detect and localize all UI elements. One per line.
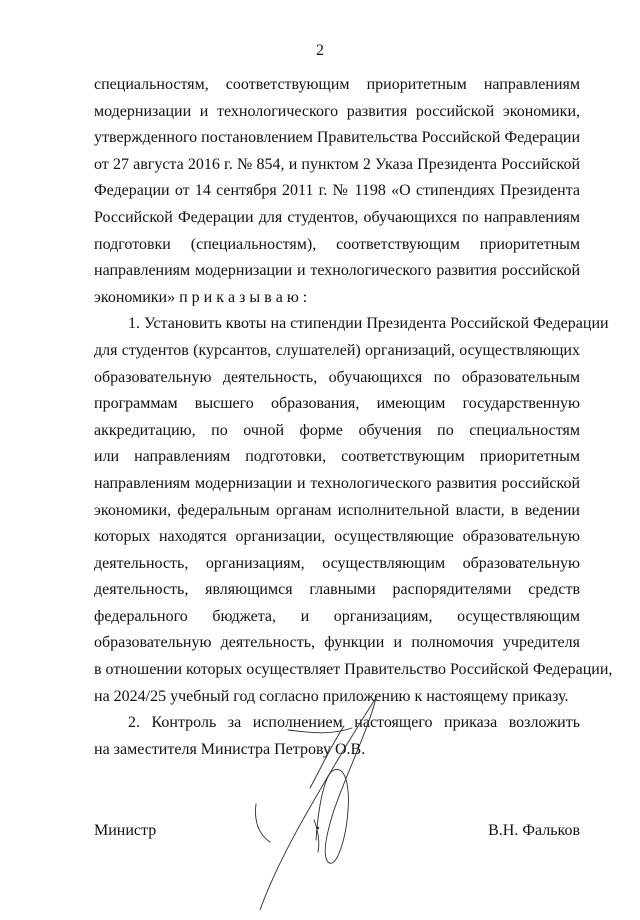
text-line: в отношении которых осуществляет Правительство Российской Федерации, [94,661,613,679]
text-line: деятельность, являющимся главными распорядителями средств [94,581,580,599]
text-line: федерального бюджета, и организациям, осуществляющим [94,607,580,625]
page-number: 2 [316,42,324,59]
text-line: 1. Установить квоты на стипендии Президента Российской Федерации [128,315,609,333]
text-line: которых находятся организации, осуществляющие образовательную [94,528,580,546]
document-body [94,72,613,763]
text-line: деятельность, организациям, осуществляющим образовательную [94,554,580,572]
text-line: или направлениям подготовки, соответствующим приоритетным [94,448,580,466]
paragraph-intro [94,72,580,311]
text-line: направлениям модернизации и технологического развития российской [94,262,580,280]
text-line: подготовки (специальностям), соответствующим приоритетным [94,235,580,253]
text-line: образовательную деятельность, функции и полномочия учредителя [94,634,580,652]
text-line: Федерации от 14 сентября 2011 г. № 1198 «О стипендиях Президента [94,182,580,200]
text-line: образовательную деятельность, обучающихся по образовательным [94,368,580,386]
text-line: модернизации и технологического развития российской экономики, [94,102,580,120]
text-line: специальностям, соответствующим приоритетным направлениям [94,76,580,93]
text-line: от 27 августа 2016 г. № 854, и пунктом 2 Указа Президента Российской [94,155,580,173]
text-line: утвержденного постановлением Правительства Российской Федерации [94,129,580,147]
text-line: программам высшего образования, имеющим государственную [94,395,580,413]
paragraph-item-1 [94,311,613,710]
text-line: на 2024/25 учебный год согласно приложению к настоящему приказу. [94,687,569,705]
signature-icon [248,670,398,910]
text-line: на заместителя Министра Петрову О.В. [94,740,366,758]
text-line: экономики» п р и к а з ы в а ю : [94,288,308,306]
text-line: Российской Федерации для студентов, обучающихся по направлениям [94,208,580,226]
text-line: экономики, федеральным органам исполнительной власти, в ведении [94,501,580,519]
text-line: направлениям модернизации и технологического развития российской [94,474,580,492]
text-line: для студентов (курсантов, слушателей) организаций, осуществляющих [94,341,580,359]
text-line: аккредитацию, по очной форме обучения по специальностям [94,421,580,439]
text-line: 2. Контроль за исполнением настоящего приказа возложить [128,714,580,732]
signatory-name: В.Н. Фальков [488,822,580,839]
signatory-title: Министр [94,822,157,839]
